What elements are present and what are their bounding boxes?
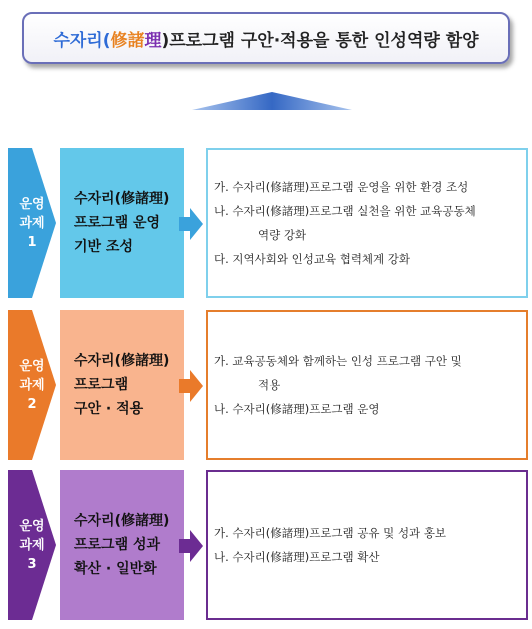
task-name-line: 수자리(修諸理)	[74, 353, 170, 369]
right-arrow-icon	[179, 370, 203, 402]
task-badge-3	[8, 470, 56, 620]
task-name-1	[60, 148, 184, 298]
badge-label: 운영	[19, 196, 45, 212]
badge-label: 과제	[19, 377, 45, 393]
up-arrow-icon	[192, 92, 352, 112]
detail-item: 나. 수자리(修諸理)프로그램 실천을 위한 교육공동체 역량 강화	[214, 204, 476, 242]
task-name-line: 수자리(修諸理)	[74, 513, 170, 529]
badge-label: 운영	[19, 358, 45, 374]
task-row-3	[8, 470, 528, 620]
badge-label: 과제	[19, 537, 45, 553]
detail-item: 나. 수자리(修諸理)프로그램 확산	[214, 550, 380, 564]
badge-number: 1	[27, 234, 37, 250]
task-name-3	[60, 470, 184, 620]
task-name-line: 프로그램 성과	[74, 537, 161, 553]
title-part-4: )프로그램 구안·적용을 통한 인성역량 함양	[161, 30, 479, 51]
detail-item: 가. 수자리(修諸理)프로그램 공유 및 성과 홍보	[214, 526, 447, 540]
task-name-line: 프로그램	[74, 377, 129, 393]
detail-item: 나. 수자리(修諸理)프로그램 운영	[214, 402, 380, 416]
task-name-line: 기반 조성	[74, 239, 133, 255]
title-part-1: 수자리(	[53, 30, 111, 51]
right-arrow-icon	[179, 530, 203, 562]
task-details-2	[206, 310, 528, 460]
title-part-2: 修諸	[110, 30, 145, 51]
task-name-line: 수자리(修諸理)	[74, 191, 170, 207]
detail-item: 가. 수자리(修諸理)프로그램 운영을 위한 환경 조성	[214, 180, 469, 194]
detail-item: 다. 지역사회와 인성교육 협력체계 강화	[214, 252, 411, 266]
task-badge-1	[8, 148, 56, 298]
task-name-line: 확산 · 일반화	[74, 561, 157, 577]
task-details-1	[206, 148, 528, 298]
badge-label: 과제	[19, 215, 45, 231]
title-part-3: 理	[144, 30, 162, 51]
badge-number: 2	[27, 396, 37, 412]
right-arrow-icon	[179, 208, 203, 240]
title-box	[22, 12, 510, 64]
detail-item: 가. 교육공동체와 함께하는 인성 프로그램 구안 및 적용	[214, 354, 462, 392]
task-name-line: 프로그램 운영	[74, 215, 161, 231]
task-badge-2	[8, 310, 56, 460]
task-row-1	[8, 148, 528, 298]
task-row-2	[8, 310, 528, 460]
task-details-3	[206, 470, 528, 620]
task-name-line: 구안 · 적용	[74, 401, 144, 417]
task-name-2	[60, 310, 184, 460]
badge-number: 3	[27, 556, 37, 572]
badge-label: 운영	[19, 518, 45, 534]
